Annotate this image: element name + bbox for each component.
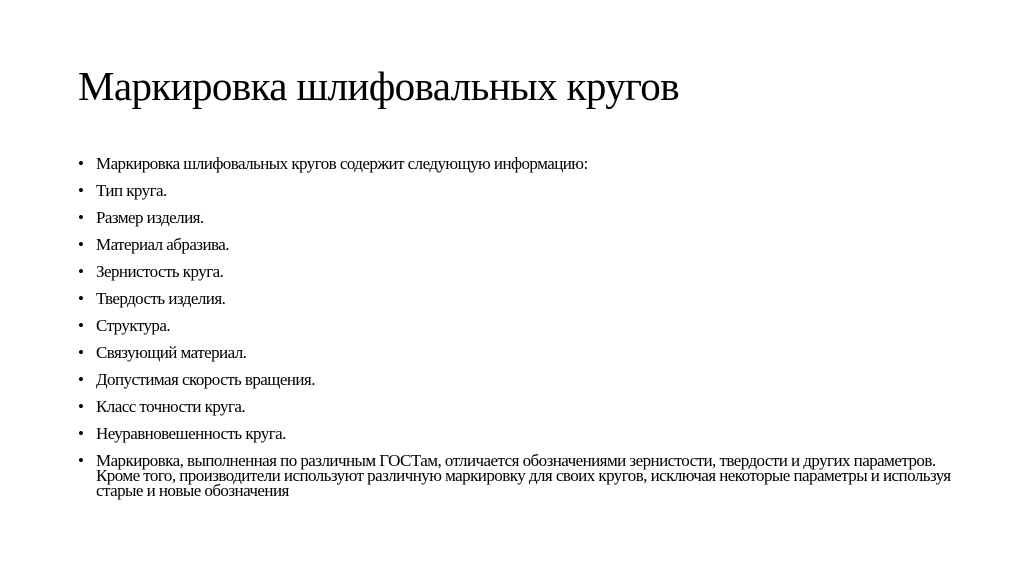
list-item-text: Маркировка шлифовальных кругов содержит следующую информацию: [96, 154, 588, 173]
list-item [78, 258, 958, 285]
list-item-text: Твердость изделия. [96, 289, 226, 308]
list-item-text: Тип круга. [96, 181, 167, 200]
bullet-icon: • [78, 343, 84, 362]
list-item-text: Структура. [96, 316, 171, 335]
list-item-text: Материал абразива. [96, 235, 229, 254]
list-item [78, 204, 958, 231]
list-item [78, 285, 958, 312]
list-item [78, 420, 958, 447]
list-item-text: Связующий материал. [96, 343, 247, 362]
bullet-icon: • [78, 235, 84, 254]
list-item [78, 447, 958, 498]
list-item [78, 312, 958, 339]
bullet-icon: • [78, 451, 84, 470]
list-item [78, 177, 958, 204]
list-item [78, 150, 958, 177]
bullet-icon: • [78, 397, 84, 416]
bullet-icon: • [78, 289, 84, 308]
bullet-icon: • [78, 208, 84, 227]
list-item-text: Размер изделия. [96, 208, 204, 227]
list-item-text: Допустимая скорость вращения. [96, 370, 315, 389]
bullet-icon: • [78, 154, 84, 173]
list-item [78, 393, 958, 420]
slide-title: Маркировка шлифовальных кругов [78, 63, 679, 109]
list-item [78, 366, 958, 393]
list-item-text: Класс точности круга. [96, 397, 246, 416]
bullet-icon: • [78, 424, 84, 443]
bullet-icon: • [78, 181, 84, 200]
list-item [78, 231, 958, 258]
bullet-icon: • [78, 316, 84, 335]
list-item-text: Маркировка, выполненная по различным ГОСТам, отличается обозначениями зернистости, твердости и других параметров. Кроме того, производители используют различную маркировку для своих кругов, исключая некоторые параметры и используя старые и новые обозначения [96, 451, 951, 500]
list-item-text: Зернистость круга. [96, 262, 224, 281]
bullet-icon: • [78, 262, 84, 281]
bullet-list [78, 150, 958, 498]
bullet-icon: • [78, 370, 84, 389]
list-item-text: Неуравновешенность круга. [96, 424, 286, 443]
list-item [78, 339, 958, 366]
